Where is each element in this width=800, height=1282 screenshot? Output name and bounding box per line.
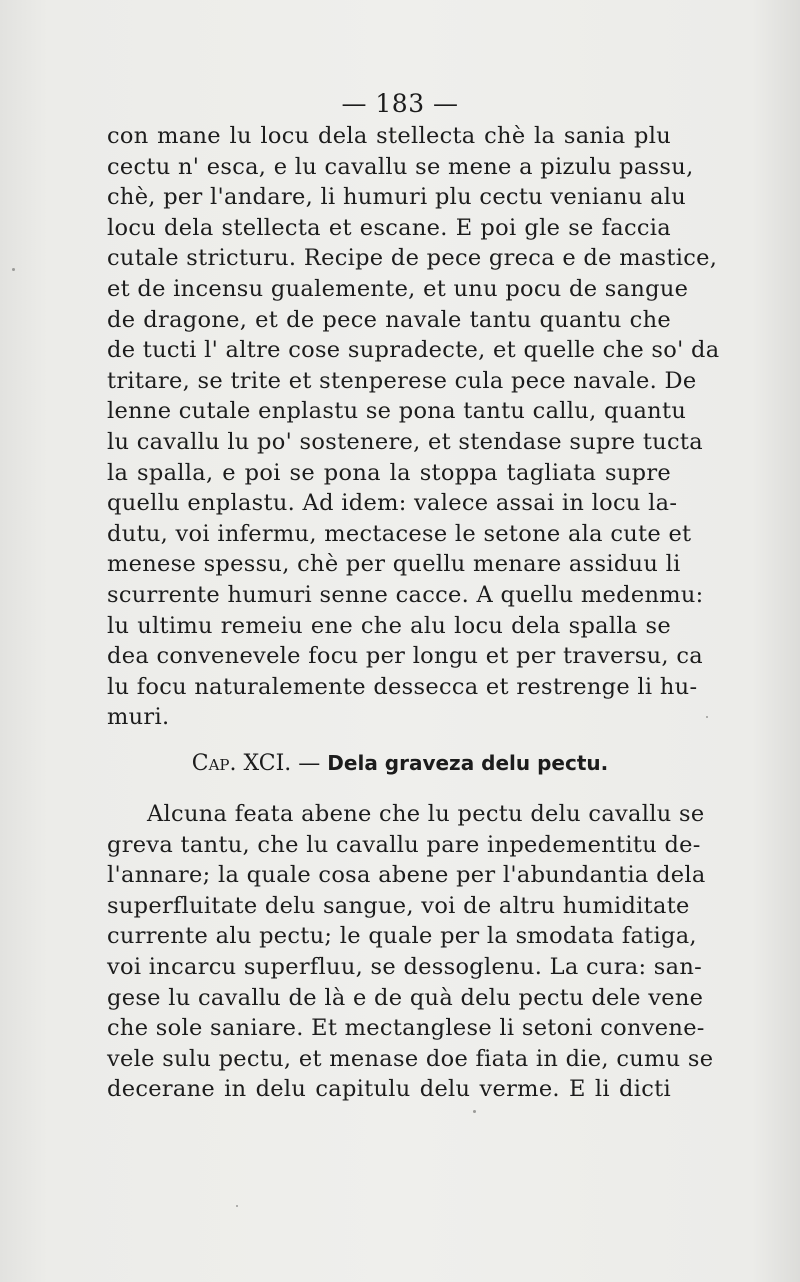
paragraph-one bbox=[107, 121, 720, 733]
text-line: vele sulu pectu, et menase doe fiata in die, cumu se bbox=[107, 1045, 714, 1072]
text-line: de dragone, et de pece navale tantu quantu che bbox=[107, 306, 671, 333]
text-line: tritare, se trite et stenperese cula pece navale. De bbox=[107, 367, 697, 394]
text-line: voi incarcu superfluu, se dessoglenu. La cura: san- bbox=[107, 953, 703, 980]
paper-speck bbox=[706, 716, 708, 718]
text-line: greva tantu, che lu cavallu pare inpedementitu de- bbox=[107, 831, 701, 858]
text-line: de tucti l' altre cose supradecte, et quelle che so' da bbox=[107, 337, 720, 364]
chapter-heading bbox=[0, 748, 800, 779]
text-line: scurrente humuri senne cacce. A quellu medenmu: bbox=[107, 581, 704, 608]
text-line: quellu enplastu. Ad idem: valece assai in locu la- bbox=[107, 490, 678, 517]
text-line: gese lu cavallu de là e de quà delu pectu dele vene bbox=[107, 984, 704, 1011]
text-line: che sole saniare. Et mectanglese li setoni convene- bbox=[107, 1015, 705, 1042]
chapter-label: Cap. XCI. — bbox=[191, 751, 321, 776]
text-line: chè, per l'andare, li humuri plu cectu venianu alu bbox=[107, 184, 687, 211]
text-line: lu focu naturalemente dessecca et restrenge li hu- bbox=[107, 673, 698, 700]
paper-speck bbox=[12, 268, 15, 271]
text-line: dea convenevele focu per longu et per traversu, ca bbox=[107, 643, 703, 670]
text-line: cectu n' esca, e lu cavallu se mene a pizulu passu, bbox=[107, 153, 694, 180]
text-line: dutu, voi infermu, mectacese le setone ala cute et bbox=[107, 520, 692, 547]
text-line: cutale stricturu. Recipe de pece greca e de mastice, bbox=[107, 245, 718, 272]
text-line: currente alu pectu; le quale per la smodata fatiga, bbox=[107, 923, 697, 950]
paragraph-two bbox=[107, 799, 714, 1105]
text-line: locu dela stellecta et escane. E poi gle se faccia bbox=[107, 214, 671, 241]
text-line: con mane lu locu dela stellecta chè la sania plu bbox=[107, 123, 671, 149]
text-line: menese spessu, chè per quellu menare assiduu li bbox=[107, 551, 681, 578]
text-line: la spalla, e poi se pona la stoppa tagliata supre bbox=[107, 459, 671, 486]
text-line: lu ultimu remeiu ene che alu locu dela spalla se bbox=[107, 612, 671, 639]
text-line: l'annare; la quale cosa abene per l'abundantia dela bbox=[107, 862, 706, 889]
text-line: lu cavallu lu po' sostenere, et stendase supre tucta bbox=[107, 428, 703, 455]
text-line: et de incensu gualemente, et unu pocu de sangue bbox=[107, 275, 689, 302]
page-number: — 183 — bbox=[341, 89, 459, 118]
chapter-title: Dela graveza delu pectu. bbox=[327, 751, 609, 775]
text-line: lenne cutale enplastu se pona tantu callu, quantu bbox=[107, 398, 687, 425]
text-line: superfluitate delu sangue, voi de altru humiditate bbox=[107, 892, 690, 919]
paper-speck bbox=[236, 1205, 238, 1207]
text-line: muri. bbox=[107, 704, 170, 731]
text-line: decerane in delu capitulu delu verme. E li dicti bbox=[107, 1076, 671, 1103]
paper-speck bbox=[473, 1110, 476, 1113]
text-line: Alcuna feata abene che lu pectu delu cavallu se bbox=[147, 801, 705, 827]
